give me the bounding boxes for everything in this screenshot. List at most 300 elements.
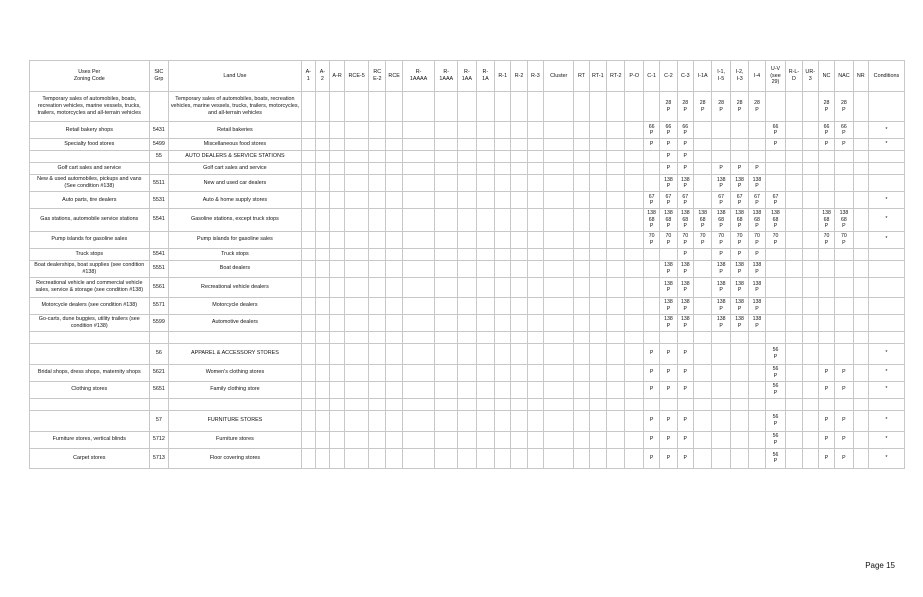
zone-cell — [786, 277, 802, 297]
zone-cell — [329, 122, 344, 139]
zone-cell — [329, 343, 344, 364]
zone-cell — [345, 343, 369, 364]
zone-cell — [301, 231, 315, 248]
zone-cell — [544, 431, 574, 448]
zone-cell — [458, 364, 476, 381]
zone-cell — [693, 381, 711, 398]
zone-cell — [369, 139, 386, 151]
zone-cell: P — [677, 448, 693, 468]
zone-cell — [495, 314, 511, 331]
zone-cell — [625, 314, 643, 331]
zone-cell: P — [712, 163, 730, 175]
zone-cell — [607, 343, 625, 364]
zone-cell — [315, 314, 329, 331]
zone-cell — [527, 175, 543, 192]
zone-cell — [369, 297, 386, 314]
column-header: R- 1AAA — [435, 61, 458, 92]
zone-cell — [527, 209, 543, 232]
zone-cell: P — [660, 139, 677, 151]
column-header: NAC — [835, 61, 853, 92]
zone-cell — [511, 331, 527, 343]
conditions-cell — [868, 314, 904, 331]
zone-cell — [802, 209, 818, 232]
zone-cell: P — [660, 448, 677, 468]
conditions-cell: * — [868, 231, 904, 248]
zone-cell — [607, 92, 625, 122]
zone-cell — [544, 410, 574, 431]
zone-cell — [402, 314, 435, 331]
zone-cell: 138 P — [749, 314, 765, 331]
sic-cell: 5431 — [149, 122, 169, 139]
zone-cell — [802, 314, 818, 331]
column-header: RT-1 — [589, 61, 606, 92]
zone-cell — [853, 139, 868, 151]
zone-cell: 66 P — [677, 122, 693, 139]
zone-cell — [786, 92, 802, 122]
zone-cell — [574, 381, 589, 398]
zone-cell: 138 68 P — [712, 209, 730, 232]
zone-cell — [369, 431, 386, 448]
zone-cell — [369, 231, 386, 248]
zone-cell — [511, 163, 527, 175]
zone-cell: 70 P — [660, 231, 677, 248]
zone-cell — [544, 248, 574, 260]
zone-cell — [402, 192, 435, 209]
zone-cell — [435, 448, 458, 468]
zone-cell — [574, 122, 589, 139]
zone-cell — [476, 364, 494, 381]
zone-cell — [589, 122, 606, 139]
sic-cell: 56 — [149, 343, 169, 364]
zone-cell: 66 P — [835, 122, 853, 139]
zone-cell — [818, 277, 834, 297]
zone-cell — [495, 175, 511, 192]
zone-cell — [402, 175, 435, 192]
zone-cell — [693, 364, 711, 381]
zone-cell — [544, 231, 574, 248]
zone-cell — [402, 364, 435, 381]
zone-cell — [835, 260, 853, 277]
zone-cell — [625, 410, 643, 431]
table-row — [30, 248, 905, 260]
zone-cell — [495, 231, 511, 248]
zone-cell — [435, 92, 458, 122]
zone-cell — [329, 398, 344, 410]
zone-cell — [643, 314, 659, 331]
zone-cell — [749, 381, 765, 398]
sic-cell — [149, 331, 169, 343]
zone-cell — [749, 431, 765, 448]
zone-cell — [693, 151, 711, 163]
zone-cell — [544, 381, 574, 398]
zone-cell — [495, 122, 511, 139]
zone-cell — [786, 314, 802, 331]
table-row — [30, 381, 905, 398]
zone-cell — [589, 231, 606, 248]
zone-cell — [786, 122, 802, 139]
conditions-cell — [868, 175, 904, 192]
zone-cell — [495, 398, 511, 410]
zone-cell — [574, 260, 589, 277]
zone-cell — [435, 209, 458, 232]
zone-cell — [458, 209, 476, 232]
zone-cell — [369, 343, 386, 364]
zone-cell — [402, 209, 435, 232]
zone-cell — [511, 431, 527, 448]
conditions-cell — [868, 277, 904, 297]
zone-cell — [607, 248, 625, 260]
zone-cell — [786, 231, 802, 248]
column-header: I-1, I-5 — [712, 61, 730, 92]
zone-cell: P — [677, 248, 693, 260]
zone-cell — [495, 410, 511, 431]
zone-cell — [476, 248, 494, 260]
zone-cell: 138 P — [749, 297, 765, 314]
zone-cell — [301, 297, 315, 314]
use-cell: Auto parts, tire dealers — [30, 192, 150, 209]
zone-cell — [730, 151, 748, 163]
zone-cell — [345, 192, 369, 209]
zone-cell — [712, 431, 730, 448]
use-cell — [30, 343, 150, 364]
zone-cell — [476, 175, 494, 192]
zone-cell: 138 P — [712, 260, 730, 277]
zone-cell — [511, 398, 527, 410]
zone-cell: 138 68 P — [660, 209, 677, 232]
zone-cell — [643, 248, 659, 260]
zone-cell — [511, 448, 527, 468]
zone-cell — [495, 163, 511, 175]
zone-cell — [301, 92, 315, 122]
zone-cell — [853, 151, 868, 163]
zone-cell — [574, 343, 589, 364]
zone-cell — [329, 364, 344, 381]
zone-cell — [435, 122, 458, 139]
zone-cell — [329, 297, 344, 314]
zone-cell — [818, 260, 834, 277]
zone-cell — [574, 448, 589, 468]
table-row — [30, 410, 905, 431]
conditions-cell: * — [868, 410, 904, 431]
zone-cell — [853, 192, 868, 209]
zone-cell — [527, 297, 543, 314]
zone-cell — [589, 175, 606, 192]
conditions-cell — [868, 331, 904, 343]
zone-cell — [625, 192, 643, 209]
zone-cell — [458, 122, 476, 139]
zone-cell — [386, 364, 402, 381]
land-use-cell: Golf cart sales and service — [169, 163, 302, 175]
zone-cell — [329, 381, 344, 398]
table-body — [30, 92, 905, 469]
zone-cell: 138 P — [660, 297, 677, 314]
zone-cell — [301, 331, 315, 343]
table-row — [30, 398, 905, 410]
zone-cell — [544, 122, 574, 139]
zone-cell: P — [749, 163, 765, 175]
land-use-cell: Pump islands for gasoline sales — [169, 231, 302, 248]
conditions-cell — [868, 398, 904, 410]
zone-cell — [853, 163, 868, 175]
zone-cell: 28 P — [835, 92, 853, 122]
zone-cell — [402, 122, 435, 139]
use-cell: Recreational vehicle and commercial vehicle sales, service & storage (see condition #138) — [30, 277, 150, 297]
zone-cell — [301, 364, 315, 381]
column-header: C-3 — [677, 61, 693, 92]
zone-cell — [802, 192, 818, 209]
zone-cell — [818, 248, 834, 260]
zone-cell — [786, 260, 802, 277]
zone-cell — [345, 297, 369, 314]
zone-cell — [589, 139, 606, 151]
zone-cell — [853, 231, 868, 248]
zone-cell — [589, 381, 606, 398]
zone-cell — [435, 260, 458, 277]
zone-cell — [301, 277, 315, 297]
zone-cell — [835, 277, 853, 297]
zone-cell — [544, 175, 574, 192]
zone-cell — [495, 448, 511, 468]
zone-cell — [329, 260, 344, 277]
sic-cell: 55 — [149, 151, 169, 163]
column-header: R- 1A — [476, 61, 494, 92]
sic-cell: 5511 — [149, 175, 169, 192]
zone-cell — [386, 398, 402, 410]
land-use-cell: Auto & home supply stores — [169, 192, 302, 209]
zone-cell — [315, 92, 329, 122]
zone-cell — [458, 175, 476, 192]
zone-cell — [625, 92, 643, 122]
zone-cell — [574, 231, 589, 248]
column-header: A-R — [329, 61, 344, 92]
zone-cell — [345, 277, 369, 297]
zone-cell — [802, 398, 818, 410]
zone-cell — [607, 297, 625, 314]
zone-cell — [693, 175, 711, 192]
zone-cell — [386, 209, 402, 232]
zone-cell: 67 P — [749, 192, 765, 209]
zone-cell — [660, 331, 677, 343]
zone-cell — [786, 297, 802, 314]
land-use-cell: Gasoline stations, except truck stops — [169, 209, 302, 232]
zone-cell: P — [835, 431, 853, 448]
zone-cell — [574, 331, 589, 343]
conditions-cell: * — [868, 139, 904, 151]
zone-cell — [476, 139, 494, 151]
use-cell: Go-carts, dune buggies, utility trailers (see condition #138) — [30, 314, 150, 331]
land-use-cell: Women's clothing stores — [169, 364, 302, 381]
zone-cell — [329, 209, 344, 232]
zone-cell — [527, 277, 543, 297]
zone-cell — [345, 231, 369, 248]
zone-cell — [853, 398, 868, 410]
zone-cell — [527, 381, 543, 398]
sic-cell — [149, 92, 169, 122]
zone-cell — [511, 175, 527, 192]
zone-cell — [607, 410, 625, 431]
zone-cell: 56 P — [765, 410, 786, 431]
zone-cell — [818, 175, 834, 192]
zone-cell — [786, 151, 802, 163]
zone-cell — [693, 277, 711, 297]
zone-cell — [802, 175, 818, 192]
column-header: A- 2 — [315, 61, 329, 92]
zone-cell — [574, 163, 589, 175]
zone-cell — [625, 277, 643, 297]
zone-cell: 28 P — [712, 92, 730, 122]
zone-cell — [712, 364, 730, 381]
zone-cell — [402, 398, 435, 410]
zone-cell — [643, 163, 659, 175]
zone-cell — [476, 260, 494, 277]
zone-cell — [511, 297, 527, 314]
zone-cell — [589, 92, 606, 122]
zone-cell — [369, 209, 386, 232]
zone-cell — [818, 163, 834, 175]
zone-cell — [712, 331, 730, 343]
zone-cell — [458, 139, 476, 151]
use-cell: Pump islands for gasoline sales — [30, 231, 150, 248]
zone-cell — [693, 331, 711, 343]
zone-cell — [345, 381, 369, 398]
zone-cell — [818, 331, 834, 343]
zone-cell: 138 68 P — [730, 209, 748, 232]
zone-cell: 138 P — [660, 260, 677, 277]
zone-cell — [544, 163, 574, 175]
sic-cell: 57 — [149, 410, 169, 431]
use-cell: Golf cart sales and service — [30, 163, 150, 175]
zone-cell — [607, 175, 625, 192]
zone-cell: P — [677, 364, 693, 381]
land-use-cell — [169, 331, 302, 343]
zone-cell — [607, 314, 625, 331]
zone-cell — [435, 231, 458, 248]
zone-cell — [730, 448, 748, 468]
zone-cell — [643, 398, 659, 410]
zone-cell — [369, 277, 386, 297]
zone-cell: 138 P — [677, 314, 693, 331]
zone-cell — [458, 398, 476, 410]
zone-cell — [495, 381, 511, 398]
zone-cell — [527, 343, 543, 364]
use-cell: New & used automobiles, pickups and vans (See condition #138) — [30, 175, 150, 192]
zone-cell — [315, 398, 329, 410]
zone-cell — [386, 231, 402, 248]
zone-cell — [476, 151, 494, 163]
use-cell — [30, 410, 150, 431]
zone-cell — [853, 314, 868, 331]
zone-cell — [625, 431, 643, 448]
zone-cell — [315, 209, 329, 232]
zone-cell — [786, 381, 802, 398]
zone-cell: 138 P — [677, 260, 693, 277]
zone-cell — [589, 277, 606, 297]
zone-cell — [544, 139, 574, 151]
zone-cell — [574, 151, 589, 163]
zone-cell — [435, 410, 458, 431]
zone-cell — [765, 151, 786, 163]
table-row — [30, 163, 905, 175]
zone-cell — [329, 192, 344, 209]
zone-cell — [786, 448, 802, 468]
use-cell: Clothing stores — [30, 381, 150, 398]
zone-cell — [527, 92, 543, 122]
zone-cell — [589, 248, 606, 260]
zone-cell — [625, 209, 643, 232]
zone-cell — [511, 92, 527, 122]
column-header: R- 1AA — [458, 61, 476, 92]
table-row — [30, 231, 905, 248]
land-use-cell: Furniture stores — [169, 431, 302, 448]
zone-cell — [749, 122, 765, 139]
zone-cell — [853, 209, 868, 232]
zone-cell — [730, 398, 748, 410]
zone-cell: P — [643, 410, 659, 431]
zone-cell — [607, 209, 625, 232]
zone-cell — [458, 92, 476, 122]
zone-cell: 66 P — [818, 122, 834, 139]
zone-cell — [345, 139, 369, 151]
zone-cell — [386, 448, 402, 468]
zone-cell — [369, 248, 386, 260]
zone-cell — [802, 343, 818, 364]
column-header: NR — [853, 61, 868, 92]
zone-cell — [476, 297, 494, 314]
zone-cell — [402, 248, 435, 260]
zone-cell — [835, 151, 853, 163]
zone-cell: 138 68 P — [677, 209, 693, 232]
zone-cell — [544, 297, 574, 314]
zone-cell — [693, 163, 711, 175]
zone-cell: P — [835, 448, 853, 468]
land-use-cell: Automotive dealers — [169, 314, 302, 331]
zone-cell — [786, 410, 802, 431]
sic-cell: 5712 — [149, 431, 169, 448]
zone-cell: 67 P — [730, 192, 748, 209]
column-header: R- 1AAAA — [402, 61, 435, 92]
zone-cell — [511, 381, 527, 398]
column-header: R-2 — [511, 61, 527, 92]
zone-cell — [607, 277, 625, 297]
zone-cell — [589, 343, 606, 364]
zone-cell — [835, 248, 853, 260]
zone-cell — [402, 448, 435, 468]
table-row — [30, 92, 905, 122]
zone-cell — [853, 277, 868, 297]
zone-cell — [511, 231, 527, 248]
zone-cell: P — [677, 431, 693, 448]
zone-cell — [495, 260, 511, 277]
zone-cell — [329, 163, 344, 175]
sic-cell — [149, 231, 169, 248]
zone-cell — [835, 192, 853, 209]
zone-cell — [802, 297, 818, 314]
zone-cell — [458, 248, 476, 260]
zone-cell — [476, 381, 494, 398]
zone-cell — [301, 175, 315, 192]
zone-cell: 70 P — [765, 231, 786, 248]
zone-cell — [511, 260, 527, 277]
use-cell: Bridal shops, dress shops, maternity shops — [30, 364, 150, 381]
zone-cell: 138 P — [660, 314, 677, 331]
zone-cell — [765, 314, 786, 331]
column-header: R-1 — [495, 61, 511, 92]
conditions-cell: * — [868, 448, 904, 468]
zone-cell — [301, 398, 315, 410]
zone-cell: 67 P — [712, 192, 730, 209]
zone-cell — [607, 431, 625, 448]
zone-cell: 70 P — [818, 231, 834, 248]
